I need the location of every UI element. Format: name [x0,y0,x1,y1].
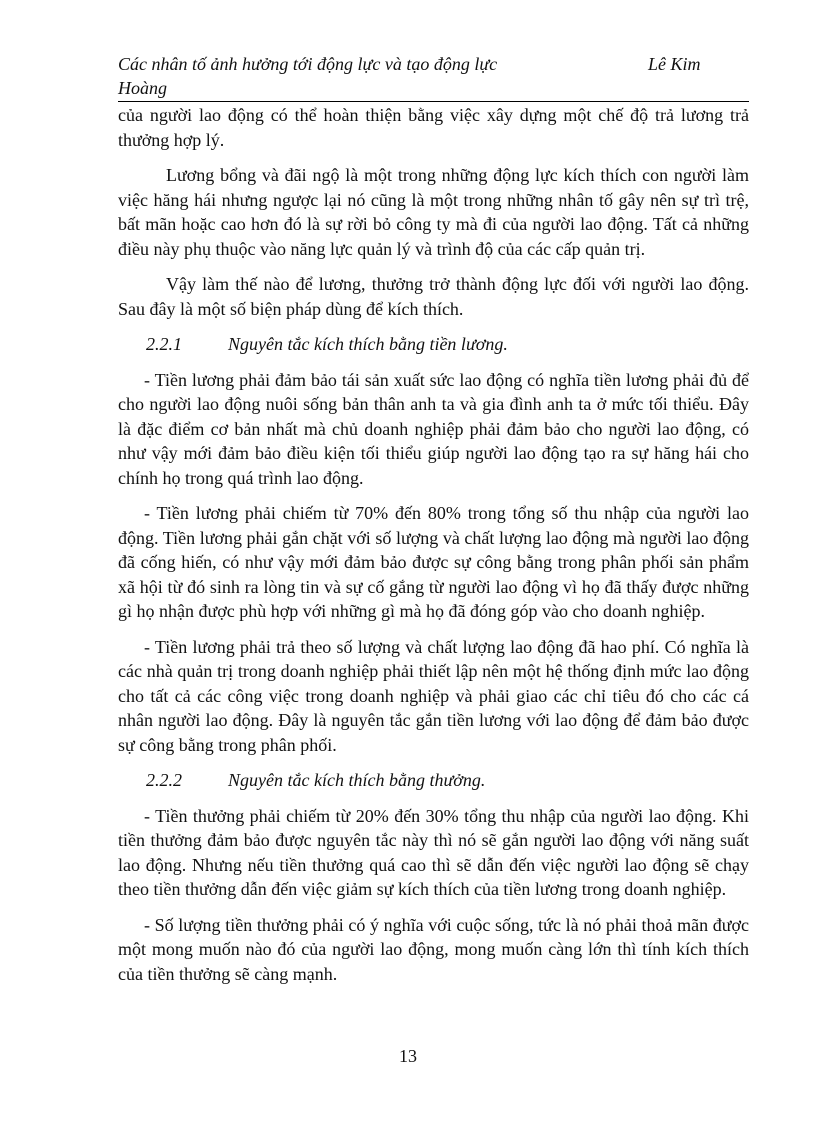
section-number: 2.2.2 [146,770,182,790]
section-heading-2-2-1 [118,332,749,357]
bullet-item: - Tiền lương phải đảm bảo tái sản xuất sức lao động có nghĩa tiền lương phải đủ để cho người lao động nuôi sống bản thân anh ta và gia đình anh ta ở mức tối thiểu. Đây là đặc điểm cơ bản nhất mà chủ doanh nghiệp phải đảm bảo cho người lao động, có như vậy mới đảm bảo điều kiện tối thiểu giúp người lao động tạo ra sự hăng hái cho chính họ trong quá trình lao động. [118,369,749,488]
section-heading-2-2-2 [118,768,749,793]
header-divider [118,101,749,102]
page-body [118,103,749,997]
header-title: Các nhân tố ảnh hưởng tới động lực và tạo động lực [118,54,498,74]
section-number: 2.2.1 [146,334,182,354]
bullet-item: - Tiền thưởng phải chiếm từ 20% đến 30% tổng thu nhập của người lao động. Khi tiền thưởng đảm bảo được nguyên tắc này thì nó sẽ gắn người lao động với năng suất lao động. Nhưng nếu tiền thưởng quá cao thì sẽ dẫn đến việc người lao động sẽ chạy theo tiền thưởng dẫn đến việc giảm sự kích thích của tiền lương trong doanh nghiệp. [118,805,749,899]
page-number: 13 [399,1046,417,1066]
paragraph-continuation: của người lao động có thể hoàn thiện bằng việc xây dựng một chế độ trả lương trả thưởng hợp lý. [118,105,749,150]
header-author: Lê Kim [648,54,701,74]
paragraph: Vậy làm thế nào để lương, thưởng trở thành động lực đối với người lao động. Sau đây là một số biện pháp dùng để kích thích. [118,274,749,319]
header-author-continued: Hoàng [118,78,167,98]
section-title: Nguyên tắc kích thích bằng thưởng. [228,770,486,790]
section-title: Nguyên tắc kích thích bằng tiền lương. [228,334,508,354]
paragraph: Lương bổng và đãi ngộ là một trong những động lực kích thích con người làm việc hăng hái nhưng ngược lại nó cũng là một trong những nhân tố gây nên sự trì trệ, bất mãn hoặc cao hơn đó là sự rời bỏ công ty mà đi của người lao động. Tất cả những điều này phụ thuộc vào năng lực quản lý và trình độ của các cấp quản trị. [118,165,749,259]
bullet-item: - Tiền lương phải trả theo số lượng và chất lượng lao động đã hao phí. Có nghĩa là các nhà quản trị trong doanh nghiệp phải thiết lập nên một hệ thống định mức lao động cho tất cả các công việc trong doanh nghiệp và phải giao các chỉ tiêu đó cho các cá nhân người lao động. Đây là nguyên tắc gắn tiền lương với lao động để đảm bảo được sự công bằng trong phân phối. [118,636,749,755]
bullet-item: - Số lượng tiền thưởng phải có ý nghĩa với cuộc sống, tức là nó phải thoả mãn được một mong muốn nào đó của người lao động, mong muốn càng lớn thì tính kích thích của tiền thưởng sẽ càng mạnh. [118,914,749,984]
running-header [118,52,748,100]
bullet-item: - Tiền lương phải chiếm từ 70% đến 80% trong tổng số thu nhập của người lao động. Tiền lương phải gắn chặt với số lượng và chất lượng lao động mà người lao động đã cống hiến, có như vậy mới đảm bảo được sự công bằng trong phân phối sản phẩm xã hội từ đó sinh ra lòng tin và sự cố gắng từ người lao động vì họ đã thấy được những gì họ nhận được phù hợp với những gì mà họ đã đóng góp vào cho doanh nghiệp. [118,503,749,621]
